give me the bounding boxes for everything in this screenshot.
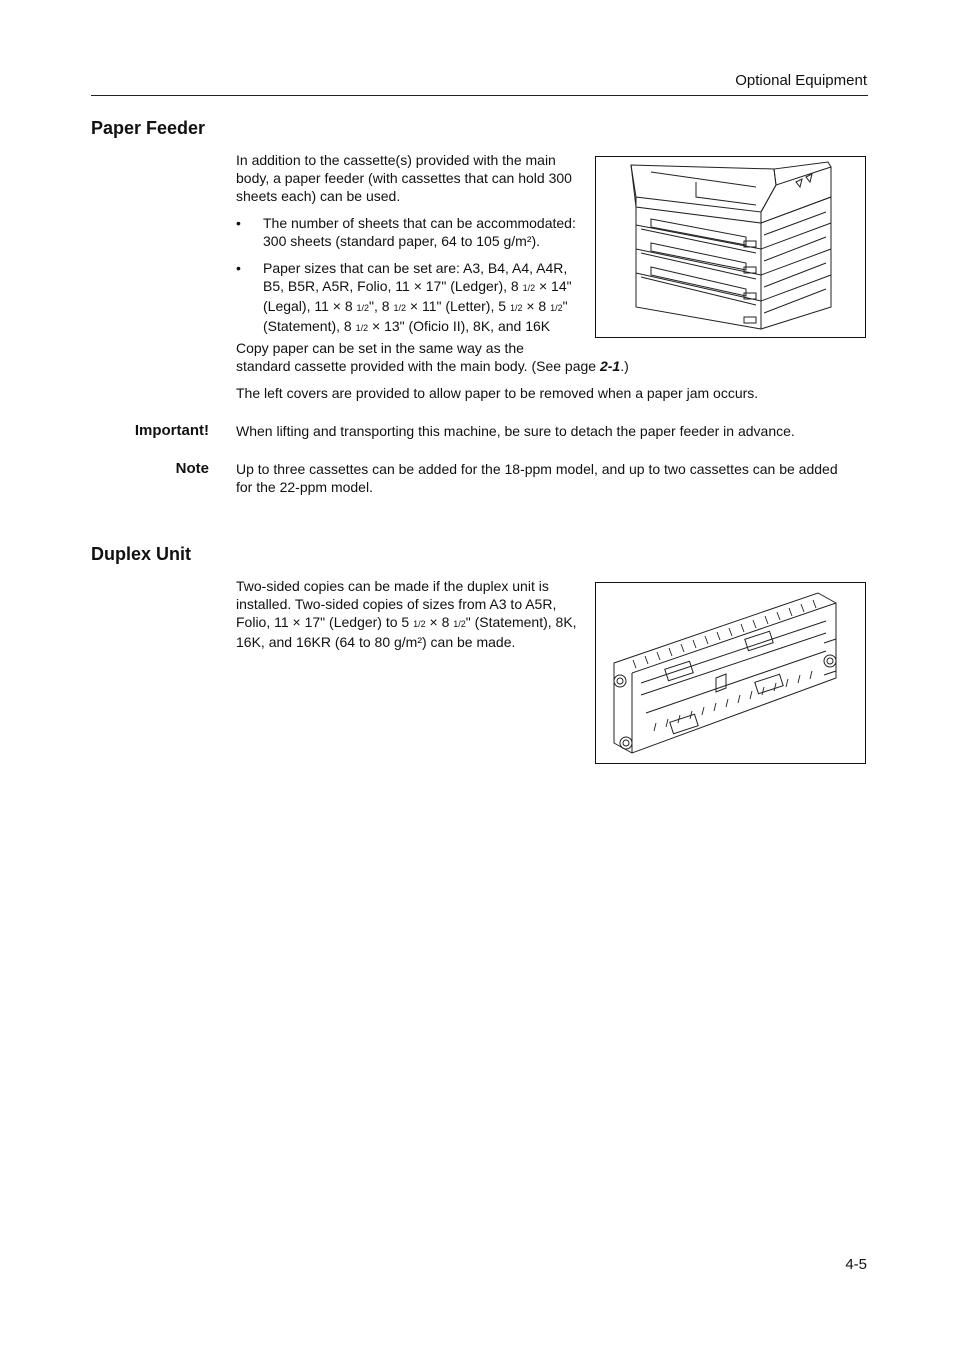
left-covers-paragraph: The left covers are provided to allow paper to be removed when a paper jam occurs. [236, 385, 759, 401]
bullet1-line-1: The number of sheets that can be accommodated: [263, 215, 576, 231]
bullet2-line-3: (Legal), 11 × 8 1/2", 8 1/2 × 11" (Letter), 5 1/2 × 8 1/2" [263, 298, 568, 314]
important-text: When lifting and transporting this machine, be sure to detach the paper feeder in advance. [236, 423, 795, 439]
paper-feeder-heading: Paper Feeder [91, 118, 206, 138]
duplex-unit-illustration [595, 582, 866, 764]
duplex-unit-heading: Duplex Unit [91, 544, 192, 564]
bullet-dot: • [236, 215, 241, 231]
note-label: Note [175, 460, 209, 477]
paper-feeder-intro [236, 151, 591, 205]
important-label: Important! [134, 422, 209, 439]
copy-paper-paragraph [236, 339, 756, 375]
duplex-paragraph [236, 577, 591, 651]
duplex-line-1: Two-sided copies can be made if the duplex unit is [236, 578, 549, 594]
running-header: Optional Equipment [735, 72, 867, 89]
note-text [236, 460, 868, 496]
bullet1-line-2: 300 sheets (standard paper, 64 to 105 g/m²). [263, 233, 541, 249]
duplex-line-4: 16K, and 16KR (64 to 80 g/m²) can be made. [236, 634, 516, 650]
bullet2-line-2: B5, B5R, A5R, Folio, 11 × 17" (Ledger), 8 1/2 × 14" [263, 278, 572, 294]
header-divider [91, 95, 868, 96]
duplex-line-2: installed. Two-sided copies of sizes from A3 to A5R, [236, 596, 557, 612]
intro-line-3: sheets each) can be used. [236, 188, 401, 204]
bullet-dot: • [236, 260, 241, 276]
bullet2-line-1: Paper sizes that can be set are: A3, B4, A4, A4R, [263, 260, 568, 276]
note-line-2: for the 22-ppm model. [236, 479, 373, 495]
bullet2-line-4: (Statement), 8 1/2 × 13" (Oficio II), 8K, and 16K [263, 318, 551, 334]
copy-paper-line-1: Copy paper can be set in the same way as the [236, 340, 524, 356]
page-number: 4-5 [845, 1256, 867, 1273]
intro-line-2: body, a paper feeder (with cassettes that can hold 300 [236, 170, 572, 186]
duplex-line-3: Folio, 11 × 17" (Ledger) to 5 1/2 × 8 1/2" (Statement), 8K, [236, 614, 577, 630]
page-reference-link[interactable]: 2-1 [599, 358, 621, 374]
intro-line-1: In addition to the cassette(s) provided with the main [236, 152, 556, 168]
paper-feeder-illustration [595, 156, 866, 338]
copy-paper-line-2: standard cassette provided with the main body. (See page 2-1.) [236, 358, 629, 374]
note-line-1: Up to three cassettes can be added for the 18-ppm model, and up to two cassettes can be added [236, 461, 838, 477]
